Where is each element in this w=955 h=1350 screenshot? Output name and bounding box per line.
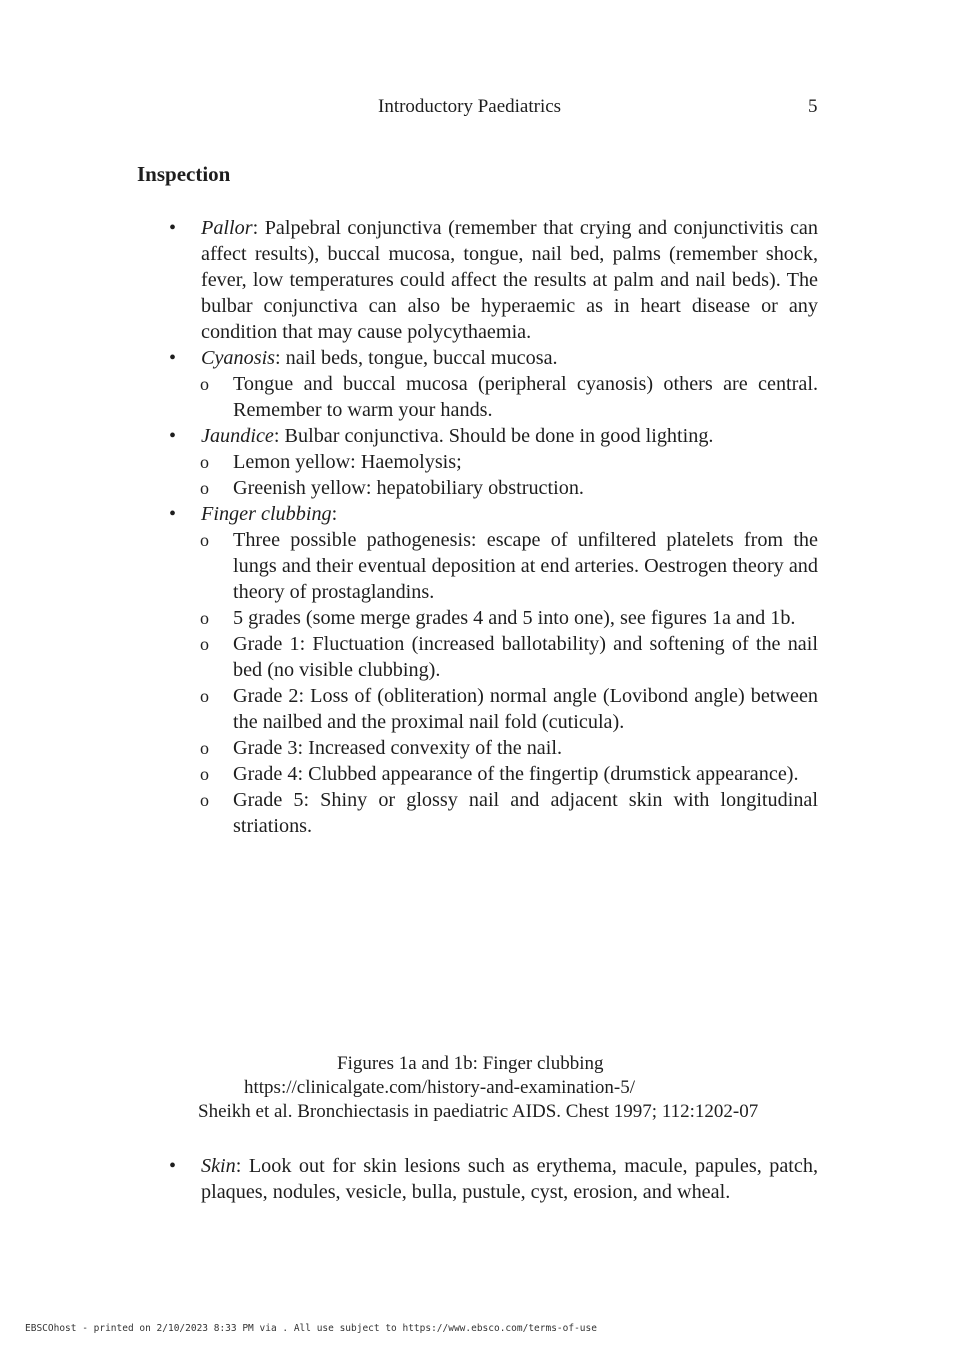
sub-item (200, 735, 818, 761)
term-cyanosis: Cyanosis (201, 347, 276, 369)
caption-url: https://clinicalgate.com/history-and-examination-5/ (244, 1077, 635, 1098)
bullet-marker: • (169, 347, 177, 369)
sub-item (200, 475, 818, 501)
item-text: Grade 2: Loss of (obliteration) normal angle (Lovibond angle) between the nailbed and the proximal nail fold (cuticula). (233, 685, 818, 733)
item-text: Grade 1: Fluctuation (increased ballotability) and softening of the nail bed (no visible clubbing). (233, 633, 818, 681)
list-item-skin (169, 1153, 818, 1205)
sub-bullet-marker: o (200, 374, 209, 394)
sub-bullet-marker: o (200, 764, 209, 784)
bullet-marker: • (169, 217, 177, 239)
sub-bullet-marker: o (200, 738, 209, 758)
item-text: : Look out for skin lesions such as erythema, macule, papules, patch, plaques, nodules, vesicle, bulla, pustule, cyst, erosion, and wheal. (201, 1155, 818, 1203)
bullet-marker: • (169, 1155, 177, 1177)
running-header (0, 96, 955, 122)
sub-item (200, 683, 818, 735)
list-item-finger-clubbing (169, 501, 818, 527)
term-skin: Skin (201, 1155, 236, 1177)
section-heading: Inspection (137, 162, 231, 186)
sub-item (200, 761, 818, 787)
sub-bullet-marker: o (200, 452, 209, 472)
item-text: : (331, 503, 338, 525)
footer-note: EBSCOhost - printed on 2/10/2023 8:33 PM via . All use subject to https://www.ebsco.com/terms-of-use (25, 1323, 597, 1334)
sub-item (200, 605, 818, 631)
sub-item (200, 631, 818, 683)
bullet-marker: • (169, 425, 177, 447)
page-number: 5 (808, 96, 818, 117)
sub-bullet-marker: o (200, 478, 209, 498)
list-item-pallor (169, 215, 818, 345)
term-pallor: Pallor (201, 217, 253, 239)
item-text: Grade 4: Clubbed appearance of the fingertip (drumstick appearance). (233, 763, 799, 785)
item-text: 5 grades (some merge grades 4 and 5 into one), see figures 1a and 1b. (233, 607, 796, 629)
item-text: Grade 3: Increased convexity of the nail. (233, 737, 563, 759)
inspection-list (0, 215, 955, 839)
item-text: Grade 5: Shiny or glossy nail and adjacent skin with longitudinal striations. (233, 789, 818, 837)
skin-list (0, 1153, 955, 1205)
running-title: Introductory Paediatrics (378, 96, 562, 117)
term-finger-clubbing: Finger clubbing (201, 503, 332, 525)
sub-item (200, 371, 818, 423)
sub-bullet-marker: o (200, 634, 209, 654)
item-text: Three possible pathogenesis: escape of unfiltered platelets from the lungs and their eventual deposition at end arteries. Oestrogen theory and theory of prostaglandins. (233, 529, 818, 603)
list-item-cyanosis (169, 345, 818, 371)
bullet-marker: • (169, 503, 177, 525)
sub-bullet-marker: o (200, 686, 209, 706)
item-text: Tongue and buccal mucosa (peripheral cyanosis) others are central. Remember to warm your hands. (233, 373, 818, 421)
sub-item (200, 449, 818, 475)
caption-title: Figures 1a and 1b: Finger clubbing (337, 1053, 604, 1074)
item-text: : nail beds, tongue, buccal mucosa. (275, 347, 558, 369)
caption-citation: Sheikh et al. Bronchiectasis in paediatric AIDS. Chest 1997; 112:1202-07 (198, 1101, 759, 1122)
sub-item (200, 787, 818, 839)
sub-bullet-marker: o (200, 790, 209, 810)
sub-bullet-marker: o (200, 608, 209, 628)
sub-bullet-marker: o (200, 530, 209, 550)
list-item-jaundice (169, 423, 818, 449)
item-text: Greenish yellow: hepatobiliary obstruction. (233, 477, 584, 499)
item-text: Lemon yellow: Haemolysis; (233, 451, 462, 473)
item-text: : Bulbar conjunctiva. Should be done in good lighting. (273, 425, 714, 447)
sub-item (200, 527, 818, 605)
item-text: : Palpebral conjunctiva (remember that crying and conjunctivitis can affect results), buccal mucosa, tongue, nail bed, palms (remember shock, fever, low temperatures could affect the results at palm and nail beds). The bulbar conjunctiva can also be hyperaemic as in heart disease or any condition that may cause polycythaemia. (201, 217, 818, 343)
term-jaundice: Jaundice (201, 425, 274, 447)
